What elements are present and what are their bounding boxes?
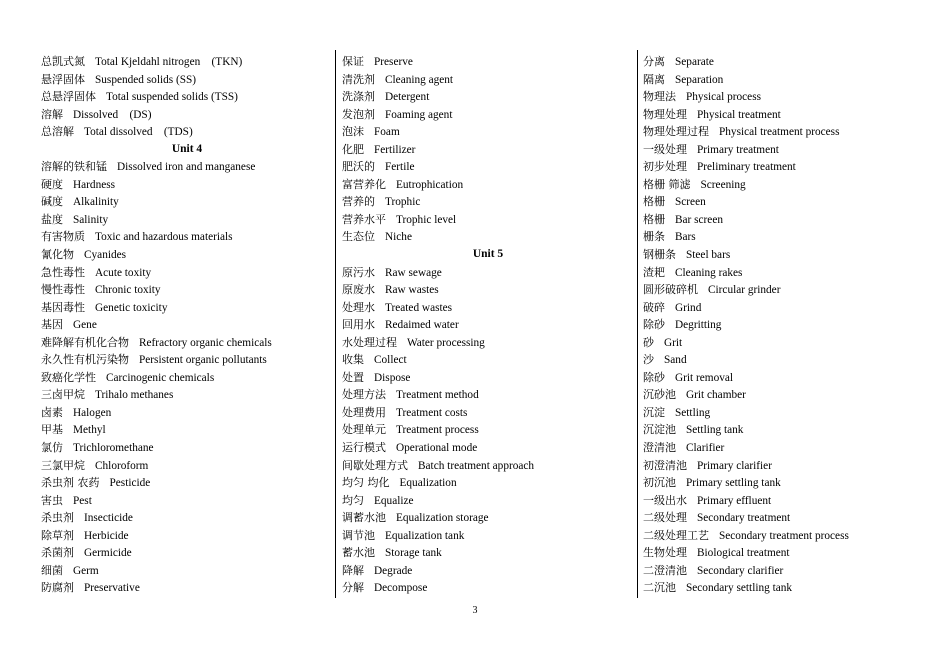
english-term: Suspended solids (SS): [95, 73, 197, 86]
glossary-entry: [643, 474, 943, 492]
glossary-entry: [643, 509, 943, 527]
english-term: Chronic toxity: [95, 284, 161, 297]
glossary-entry: [41, 439, 333, 457]
english-term: Grind: [675, 301, 702, 314]
glossary-entry: [41, 544, 333, 562]
glossary-entry: [643, 351, 943, 369]
glossary-entry: [643, 421, 943, 439]
english-term: Trihalo methanes: [95, 389, 174, 402]
english-term: Acute toxity: [95, 266, 152, 279]
chinese-term: 总凯式氮: [41, 55, 85, 68]
english-term: Preserve: [374, 56, 413, 68]
chinese-term: 总悬浮固体: [41, 90, 96, 104]
chinese-term: 硬度: [41, 177, 63, 191]
chinese-term: 初澄清池: [643, 458, 687, 472]
english-term: Primary settling tank: [686, 477, 781, 490]
chinese-term: 处理费用: [342, 405, 386, 419]
chinese-term: 防腐剂: [41, 581, 74, 595]
chinese-term: 除草剂: [41, 528, 74, 542]
english-term: Biological treatment: [697, 547, 790, 560]
chinese-term: 悬浮固体: [41, 72, 85, 86]
english-term: Germicide: [84, 547, 132, 560]
glossary-entry: [342, 492, 634, 510]
chinese-term: 卤素: [41, 405, 63, 419]
chinese-term: 盐度: [41, 212, 63, 226]
english-term: Foaming agent: [385, 108, 453, 121]
english-term: Equalization storage: [396, 512, 489, 525]
chinese-term: 杀菌剂: [41, 546, 74, 560]
english-term: Methyl: [73, 424, 106, 437]
chinese-term: 沉淀: [643, 405, 665, 419]
english-term: Screen: [675, 196, 706, 209]
english-term: Treatment costs: [396, 406, 468, 419]
chinese-term: 降解: [342, 563, 364, 577]
glossary-entry: [41, 53, 333, 71]
chinese-term: 肥沃的: [342, 160, 375, 174]
glossary-entry: [41, 421, 333, 439]
glossary-entry: [41, 492, 333, 510]
english-term: Settling: [675, 406, 711, 419]
chinese-term: 溶解的铁和锰: [41, 160, 107, 174]
glossary-entry: [643, 334, 943, 352]
glossary-entry: [643, 386, 943, 404]
english-term: Refractory organic chemicals: [139, 336, 272, 349]
glossary-entry: [41, 264, 333, 282]
glossary-entry: [643, 176, 943, 194]
glossary-entry: [643, 158, 943, 176]
glossary-entry: [643, 281, 943, 299]
glossary-entry: [643, 562, 943, 580]
glossary-entry: [643, 106, 943, 124]
glossary-entry: [342, 53, 634, 71]
chinese-term: 砂: [643, 335, 654, 349]
chinese-term: 除砂: [643, 318, 665, 332]
chinese-term: 处理水: [342, 300, 375, 314]
english-term: Physical treatment process: [719, 126, 840, 139]
chinese-term: 致癌化学性: [41, 370, 96, 384]
chinese-term: 一级出水: [643, 493, 687, 507]
chinese-term: 物理处理: [643, 107, 687, 121]
glossary-entry: [342, 562, 634, 580]
glossary-entry: [41, 176, 333, 194]
english-term: Fertile: [385, 161, 415, 174]
chinese-term: 格栅 筛滤: [643, 177, 691, 191]
glossary-entry: [41, 351, 333, 369]
english-term: Separation: [675, 73, 724, 86]
chinese-term: 钢栅条: [643, 248, 676, 262]
chinese-term: 氰化物: [41, 248, 74, 262]
chinese-term: 均匀: [342, 493, 364, 507]
glossary-entry: [643, 228, 943, 246]
glossary-entry: [41, 71, 333, 89]
english-term: Carcinogenic chemicals: [106, 371, 215, 384]
glossary-entry: [643, 211, 943, 229]
chinese-term: 处理方法: [342, 388, 386, 402]
english-term: Cyanides: [84, 249, 127, 262]
glossary-entry: [643, 141, 943, 159]
glossary-entry: [342, 369, 634, 387]
english-term: Secondary settling tank: [686, 582, 793, 595]
chinese-term: 沉砂池: [643, 388, 676, 402]
glossary-entry: [41, 562, 333, 580]
chinese-term: 化肥: [342, 142, 364, 156]
glossary-entry: [643, 579, 943, 597]
chinese-term: 氯仿: [41, 441, 63, 455]
glossary-entry: [342, 386, 634, 404]
chinese-term: 初沉池: [643, 476, 676, 490]
english-term: Trophic level: [396, 213, 457, 226]
glossary-entry: [41, 527, 333, 545]
english-term: Genetic toxicity: [95, 301, 168, 314]
chinese-term: 原污水: [342, 265, 375, 279]
english-term: Pest: [73, 494, 92, 507]
english-term: Dissolved iron and manganese: [117, 161, 256, 174]
english-term: Eutrophication: [396, 178, 464, 191]
chinese-term: 溶解: [41, 107, 63, 121]
chinese-term: 保证: [342, 55, 364, 68]
english-term: Circular grinder: [708, 284, 781, 297]
chinese-term: 急性毒性: [41, 265, 85, 279]
english-term: Settling tank: [686, 424, 744, 437]
english-term: Germ: [73, 564, 99, 577]
english-term: Physical process: [686, 91, 761, 104]
column-divider: [335, 50, 336, 598]
english-term: Secondary clarifier: [697, 564, 784, 577]
glossary-entry: [342, 71, 634, 89]
glossary-entry: [342, 316, 634, 334]
glossary-entry: [342, 281, 634, 299]
english-term: Degritting: [675, 319, 722, 332]
english-term: Hardness: [73, 178, 116, 191]
english-term: Degrade: [374, 564, 413, 577]
glossary-entry: [342, 421, 634, 439]
glossary-entry: [41, 334, 333, 352]
glossary-entry: [342, 509, 634, 527]
english-term: Equalize: [374, 494, 414, 507]
glossary-entry: [342, 404, 634, 422]
glossary-entry: [342, 439, 634, 457]
glossary-entry: [41, 123, 333, 141]
glossary-entry: [342, 193, 634, 211]
chinese-term: 永久性有机污染物: [41, 353, 129, 367]
glossary-entry: [643, 492, 943, 510]
chinese-term: 调蓄水池: [342, 511, 386, 525]
glossary-entry: [41, 474, 333, 492]
glossary-entry: [643, 53, 943, 71]
chinese-term: 二级处理工艺: [643, 528, 709, 542]
page-number: 3: [472, 605, 478, 616]
english-term: Secondary treatment process: [719, 529, 849, 542]
chinese-term: 营养的: [342, 195, 375, 209]
glossary-entry: [41, 457, 333, 475]
glossary-entry: [342, 211, 634, 229]
glossary-entry: [41, 281, 333, 299]
chinese-term: 渣耙: [643, 265, 665, 279]
english-term: Niche: [385, 231, 412, 244]
english-term: Persistent organic pollutants: [139, 354, 267, 367]
glossary-entry: [643, 404, 943, 422]
english-term: Fertilizer: [374, 143, 416, 156]
glossary-column-3: [643, 53, 943, 599]
english-term: Steel bars: [686, 249, 731, 262]
chinese-term: 隔离: [643, 72, 665, 86]
chinese-term: 物理处理过程: [643, 125, 709, 139]
chinese-term: 三氯甲烷: [41, 458, 85, 472]
glossary-entry: [41, 386, 333, 404]
english-term: Toxic and hazardous materials: [95, 231, 233, 244]
glossary-entry: [643, 71, 943, 89]
glossary-entry: [41, 158, 333, 176]
english-term: Grit: [664, 336, 683, 349]
glossary-entry: [41, 211, 333, 229]
english-term: Cleaning rakes: [675, 266, 743, 279]
glossary-entry: [41, 316, 333, 334]
glossary-entry: [643, 88, 943, 106]
chinese-term: 甲基: [41, 423, 63, 437]
chinese-term: 一级处理: [643, 142, 687, 156]
english-term: Foam: [374, 126, 400, 139]
glossary-entry: [342, 176, 634, 194]
glossary-entry: [342, 264, 634, 282]
chinese-term: 间歇处理方式: [342, 458, 408, 472]
english-term: Grit removal: [675, 371, 734, 384]
english-term: Trichloromethane: [73, 442, 154, 455]
glossary-entry: [643, 246, 943, 264]
english-term: Primary effluent: [697, 494, 772, 507]
chinese-term: 害虫: [41, 493, 63, 507]
english-term: Equalization: [399, 477, 457, 490]
english-term: Collect: [374, 354, 407, 367]
english-term: Sand: [664, 354, 687, 367]
english-term: Batch treatment approach: [418, 459, 535, 472]
glossary-entry: [342, 158, 634, 176]
english-term: Preservative: [84, 582, 140, 595]
chinese-term: 二级处理: [643, 511, 687, 525]
chinese-term: 生物处理: [643, 546, 687, 560]
chinese-term: 调节池: [342, 528, 375, 542]
glossary-entry: [342, 299, 634, 317]
english-term: Halogen: [73, 406, 112, 419]
glossary-entry: [41, 579, 333, 597]
chinese-term: 清洗剂: [342, 72, 375, 86]
chinese-term: 富营养化: [342, 177, 386, 191]
glossary-entry: [342, 141, 634, 159]
glossary-entry: [41, 404, 333, 422]
chinese-term: 澄清池: [643, 441, 676, 455]
glossary-entry: [643, 316, 943, 334]
chinese-term: 泡沫: [342, 125, 364, 139]
glossary-entry: [643, 457, 943, 475]
glossary-entry: [643, 439, 943, 457]
column-divider: [637, 50, 638, 598]
chinese-term: 格栅: [643, 195, 665, 209]
chinese-term: 慢性毒性: [41, 283, 85, 297]
glossary-entry: [643, 369, 943, 387]
glossary-entry: [342, 123, 634, 141]
english-term: Bars: [675, 231, 696, 244]
chinese-term: 回用水: [342, 318, 375, 332]
chinese-term: 三卤甲烷: [41, 388, 85, 402]
english-term: Total suspended solids (TSS): [106, 91, 238, 104]
chinese-term: 分解: [342, 581, 364, 595]
glossary-entry: [643, 123, 943, 141]
english-term: Raw wastes: [385, 284, 439, 297]
glossary-entry: [41, 369, 333, 387]
chinese-term: 初步处理: [643, 160, 687, 174]
chinese-term: 沉淀池: [643, 423, 676, 437]
english-term: Detergent: [385, 91, 430, 104]
english-term: Total dissolved (TDS): [84, 126, 193, 139]
chinese-term: 细菌: [41, 563, 63, 577]
english-term: Secondary treatment: [697, 512, 791, 525]
english-term: Grit chamber: [686, 389, 746, 402]
english-term: Storage tank: [385, 547, 442, 560]
chinese-term: 均匀 均化: [342, 476, 390, 490]
chinese-term: 二沉池: [643, 581, 676, 595]
chinese-term: 运行模式: [342, 441, 386, 455]
glossary-entry: [342, 579, 634, 597]
glossary-entry: [643, 544, 943, 562]
english-term: Screening: [700, 178, 746, 191]
english-term: Cleaning agent: [385, 73, 454, 86]
chinese-term: 生态位: [342, 230, 375, 244]
chinese-term: 破碎: [643, 300, 665, 314]
glossary-entry: [342, 334, 634, 352]
chinese-term: 碱度: [41, 195, 63, 209]
unit-heading: Unit 5: [472, 248, 504, 261]
chinese-term: 栅条: [643, 230, 665, 244]
chinese-term: 处理单元: [342, 423, 386, 437]
english-term: Preliminary treatment: [697, 161, 796, 174]
chinese-term: 洗涤剂: [342, 90, 375, 104]
english-term: Equalization tank: [385, 529, 465, 542]
english-term: Clarifier: [686, 442, 725, 455]
chinese-term: 收集: [342, 353, 364, 367]
english-term: Dispose: [374, 371, 411, 384]
chinese-term: 杀虫剂 农药: [41, 476, 100, 490]
glossary-entry: [41, 299, 333, 317]
english-term: Decompose: [374, 582, 428, 595]
english-term: Trophic: [385, 196, 421, 209]
glossary-entry: [342, 228, 634, 246]
chinese-term: 除砂: [643, 370, 665, 384]
glossary-entry: [41, 106, 333, 124]
english-term: Water processing: [407, 336, 485, 349]
english-term: Insecticide: [84, 512, 133, 525]
english-term: Treatment method: [396, 389, 479, 402]
english-term: Total Kjeldahl nitrogen (TKN): [95, 56, 243, 68]
chinese-term: 基因: [41, 318, 63, 332]
glossary-entry: [643, 299, 943, 317]
glossary-entry: [342, 351, 634, 369]
chinese-term: 难降解有机化合物: [41, 335, 129, 349]
glossary-entry: [342, 88, 634, 106]
glossary-entry: [41, 193, 333, 211]
english-term: Operational mode: [396, 442, 478, 455]
chinese-term: 物理法: [643, 90, 676, 104]
english-term: Chloroform: [95, 459, 149, 472]
glossary-entry: [41, 246, 333, 264]
glossary-entry: [342, 544, 634, 562]
english-term: Alkalinity: [73, 196, 119, 209]
english-term: Treatment process: [396, 424, 479, 437]
english-term: Primary treatment: [697, 143, 779, 156]
chinese-term: 水处理过程: [342, 335, 397, 349]
english-term: Salinity: [73, 213, 109, 226]
chinese-term: 处置: [342, 370, 364, 384]
chinese-term: 分离: [643, 55, 665, 68]
chinese-term: 杀虫剂: [41, 511, 74, 525]
chinese-term: 格栅: [643, 212, 665, 226]
glossary-entry: [643, 264, 943, 282]
english-term: Pesticide: [109, 477, 151, 490]
english-term: Primary clarifier: [697, 459, 772, 472]
chinese-term: 有害物质: [41, 230, 85, 244]
chinese-term: 发泡剂: [342, 107, 375, 121]
glossary-entry: [643, 193, 943, 211]
english-term: Physical treatment: [697, 108, 781, 121]
chinese-term: 蓄水池: [342, 546, 375, 560]
chinese-term: 圆形破碎机: [643, 283, 698, 297]
glossary-entry: [342, 457, 634, 475]
glossary-entry: [41, 88, 333, 106]
chinese-term: 基因毒性: [41, 300, 85, 314]
chinese-term: 总溶解: [41, 125, 74, 139]
english-term: Separate: [675, 56, 714, 68]
glossary-entry: [342, 527, 634, 545]
english-term: Redaimed water: [385, 319, 459, 332]
chinese-term: 二澄清池: [643, 563, 687, 577]
english-term: Treated wastes: [385, 301, 453, 314]
glossary-entry: [342, 106, 634, 124]
glossary-entry: [41, 509, 333, 527]
glossary-entry: [41, 228, 333, 246]
glossary-entry: [643, 527, 943, 545]
english-term: Gene: [73, 319, 97, 332]
english-term: Herbicide: [84, 529, 129, 542]
chinese-term: 营养水平: [342, 212, 386, 226]
glossary-column-2: [342, 53, 634, 599]
chinese-term: 沙: [643, 353, 654, 367]
chinese-term: 原废水: [342, 283, 375, 297]
english-term: Bar screen: [675, 213, 723, 226]
unit-heading: Unit 4: [171, 142, 203, 155]
glossary-column-1: [41, 53, 333, 599]
english-term: Raw sewage: [385, 266, 442, 279]
english-term: Dissolved (DS): [73, 108, 152, 121]
glossary-entry: [342, 474, 634, 492]
